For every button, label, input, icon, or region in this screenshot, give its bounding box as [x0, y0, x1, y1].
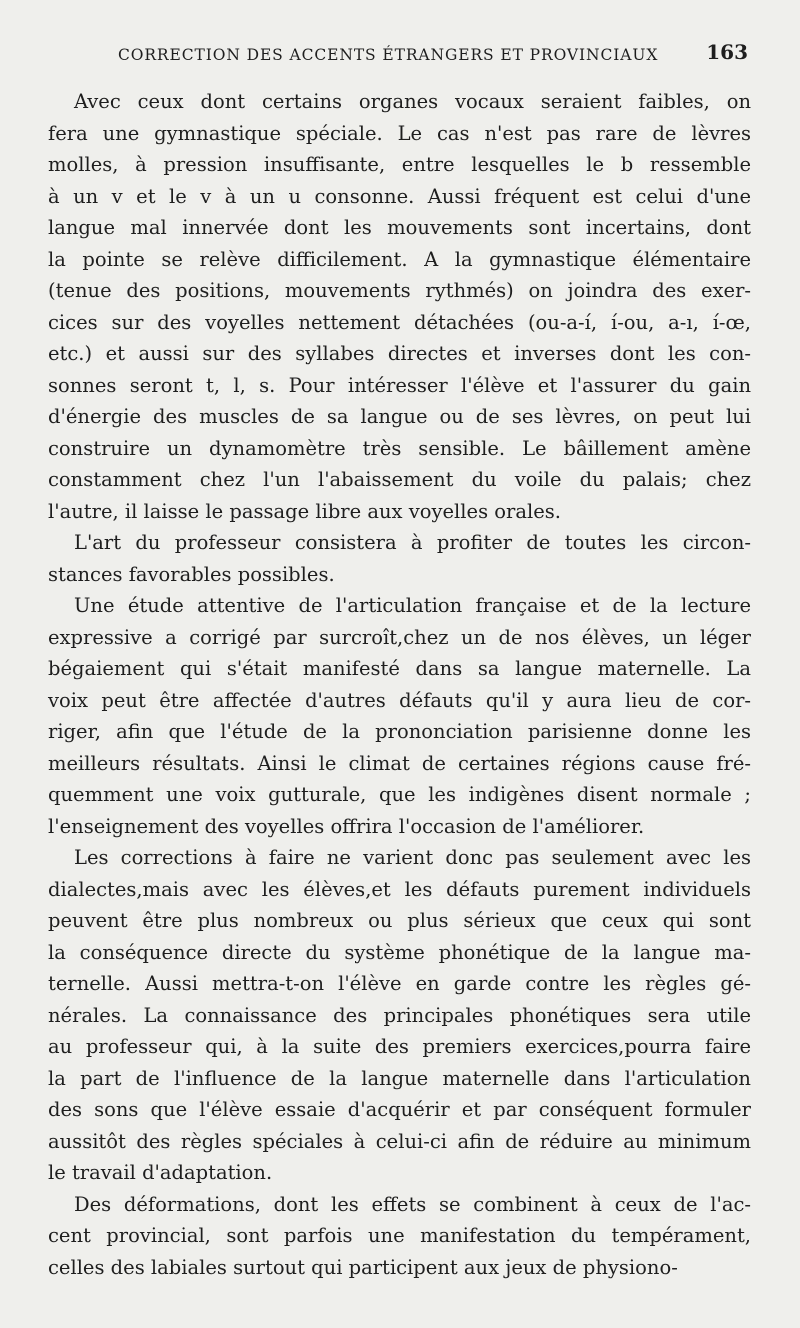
- text-line: aussitôt des règles spéciales à celui-ci afin de réduire au minimum: [48, 1129, 751, 1153]
- running-title: CORRECTION DES ACCENTS ÉTRANGERS ET PROVINCIAUX: [118, 46, 659, 64]
- text-line: cent provincial, sont parfois une manifestation du tempérament,: [48, 1224, 751, 1247]
- text-line: dialectes,mais avec les élèves,et les défauts purement individuels: [48, 877, 751, 901]
- paragraph: [48, 1189, 751, 1284]
- text-line: expressive a corrigé par surcroît,chez un de nos élèves, un léger: [48, 625, 751, 649]
- text-line: fera une gymnastique spéciale. Le cas n'est pas rare de lèvres: [48, 121, 751, 145]
- text-line: langue mal innervée dont les mouvements sont incertains, dont: [48, 216, 751, 239]
- paragraph: [48, 527, 751, 590]
- text-line: quemment une voix gutturale, que les indigènes disent normale ;: [48, 783, 751, 806]
- page-number: 163: [706, 40, 748, 64]
- text-line: nérales. La connaissance des principales phonétiques sera utile: [48, 1003, 751, 1027]
- text-line: Des déformations, dont les effets se combinent à ceux de l'ac-: [74, 1192, 751, 1216]
- text-line: l'enseignement des voyelles offrira l'occasion de l'améliorer.: [48, 814, 645, 838]
- text-line: la part de l'influence de la langue maternelle dans l'articulation: [48, 1066, 751, 1090]
- text-line: le travail d'adaptation.: [48, 1161, 273, 1184]
- text-line: d'énergie des muscles de sa langue ou de ses lèvres, on peut lui: [48, 405, 751, 428]
- text-line: (tenue des positions, mouvements rythmés) on joindra des exer-: [48, 279, 751, 302]
- text-line: meilleurs résultats. Ainsi le climat de certaines régions cause fré-: [48, 751, 751, 775]
- text-line: cices sur des voyelles nettement détachées (ou-a-í, í-ou, a-ı, í-œ,: [48, 310, 751, 334]
- paragraph: [48, 590, 751, 842]
- text-line: stances favorables possibles.: [48, 562, 335, 586]
- page-header: [48, 40, 750, 70]
- paragraph: [48, 86, 751, 527]
- text-line: molles, à pression insuffisante, entre lesquelles le b ressemble: [48, 153, 751, 176]
- text-line: etc.) et aussi sur des syllabes directes et inverses dont les con-: [48, 342, 751, 365]
- text-line: à un v et le v à un u consonne. Aussi fréquent est celui d'une: [48, 184, 751, 208]
- text-line: la pointe se relève difficilement. A la gymnastique élémentaire: [48, 247, 751, 271]
- text-line: Une étude attentive de l'articulation française et de la lecture: [74, 594, 751, 617]
- text-line: peuvent être plus nombreux ou plus sérieux que ceux qui sont: [48, 909, 751, 932]
- text-line: la conséquence directe du système phonétique de la langue ma-: [48, 940, 751, 964]
- text-line: Les corrections à faire ne varient donc pas seulement avec les: [74, 846, 751, 869]
- text-line: celles des labiales surtout qui participent aux jeux de physiono-: [48, 1255, 678, 1279]
- text-line: bégaiement qui s'était manifesté dans sa langue maternelle. La: [48, 657, 751, 680]
- text-line: des sons que l'élève essaie d'acquérir et par conséquent formuler: [48, 1098, 751, 1121]
- text-line: ternelle. Aussi mettra-t-on l'élève en garde contre les règles gé-: [48, 972, 751, 995]
- text-line: riger, afin que l'étude de la prononciation parisienne donne les: [48, 720, 751, 743]
- text-line: voix peut être affectée d'autres défauts qu'il y aura lieu de cor-: [48, 688, 751, 712]
- text-line: au professeur qui, à la suite des premiers exercices,pourra faire: [48, 1035, 751, 1058]
- body-text: [48, 86, 751, 1283]
- paragraph: [48, 842, 751, 1189]
- text-line: construire un dynamomètre très sensible. Le bâillement amène: [48, 436, 751, 460]
- text-line: constamment chez l'un l'abaissement du voile du palais; chez: [48, 468, 751, 491]
- text-line: L'art du professeur consistera à profiter de toutes les circon-: [74, 531, 751, 554]
- text-line: l'autre, il laisse le passage libre aux voyelles orales.: [48, 499, 561, 523]
- text-line: sonnes seront t, l, s. Pour intéresser l'élève et l'assurer du gain: [48, 373, 751, 397]
- text-line: Avec ceux dont certains organes vocaux seraient faibles, on: [74, 90, 751, 113]
